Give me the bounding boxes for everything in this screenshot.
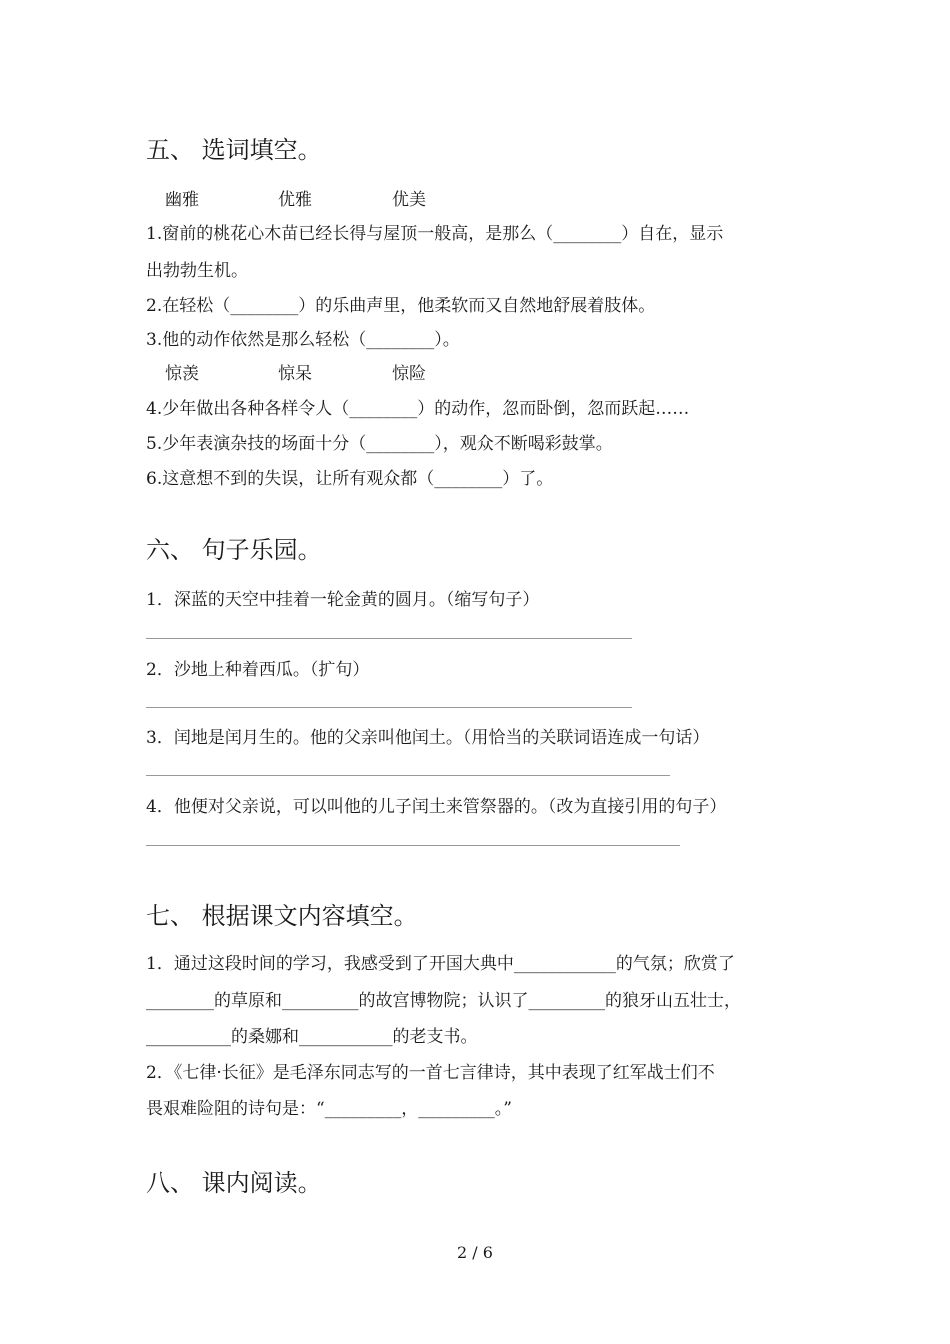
answer-line[interactable] bbox=[146, 638, 632, 639]
question-line: 1．通过这段时间的学习，我感受到了开国大典中____________的气氛；欣赏了 bbox=[146, 954, 735, 974]
question-line: 6.这意想不到的失误，让所有观众都（________）了。 bbox=[146, 469, 554, 489]
question-line: 出勃勃生机。 bbox=[146, 261, 248, 281]
section-8-title: 八、 课内阅读。 bbox=[146, 1169, 322, 1197]
answer-line[interactable] bbox=[146, 707, 632, 708]
question-line: 3.他的动作依然是那么轻松（________）。 bbox=[146, 330, 460, 350]
question-line: ________的草原和_________的故宫博物院；认识了_________的狼牙山五壮士， bbox=[146, 991, 741, 1011]
word-option: 幽雅 bbox=[165, 190, 199, 210]
word-option: 惊险 bbox=[392, 364, 426, 384]
word-option: 惊呆 bbox=[278, 364, 312, 384]
answer-line[interactable] bbox=[146, 775, 670, 776]
answer-line[interactable] bbox=[146, 845, 680, 846]
page-number: 2 / 6 bbox=[457, 1243, 493, 1262]
question-line: 2．沙地上种着西瓜。（扩句） bbox=[146, 660, 370, 680]
question-line: __________的桑娜和___________的老支书。 bbox=[146, 1027, 478, 1047]
section-5-title: 五、 选词填空。 bbox=[146, 136, 322, 164]
section-7-title: 七、 根据课文内容填空。 bbox=[146, 902, 418, 930]
word-option: 优美 bbox=[392, 190, 426, 210]
question-line: 畏艰难险阻的诗句是：“_________，_________。” bbox=[146, 1099, 512, 1119]
question-line: 4.少年做出各种各样令人（________）的动作，忽而卧倒，忽而跃起…… bbox=[146, 399, 690, 419]
word-option: 惊羡 bbox=[165, 364, 199, 384]
question-line: 4．他便对父亲说，可以叫他的儿子闰土来管祭器的。（改为直接引用的句子） bbox=[146, 797, 727, 817]
question-line: 2.在轻松（________）的乐曲声里，他柔软而又自然地舒展着肢体。 bbox=[146, 296, 656, 316]
question-line: 3．闰地是闰月生的。他的父亲叫他闰土。（用恰当的关联词语连成一句话） bbox=[146, 728, 710, 748]
question-line: 5.少年表演杂技的场面十分（________），观众不断喝彩鼓掌。 bbox=[146, 434, 613, 454]
section-6-title: 六、 句子乐园。 bbox=[146, 536, 322, 564]
question-line: 1.窗前的桃花心木苗已经长得与屋顶一般高，是那么（________）自在，显示 bbox=[146, 224, 724, 244]
question-line: 2．《七律·长征》是毛泽东同志写的一首七言律诗，其中表现了红军战士们不 bbox=[146, 1063, 715, 1083]
question-line: 1．深蓝的天空中挂着一轮金黄的圆月。（缩写句子） bbox=[146, 590, 540, 610]
word-option: 优雅 bbox=[278, 190, 312, 210]
